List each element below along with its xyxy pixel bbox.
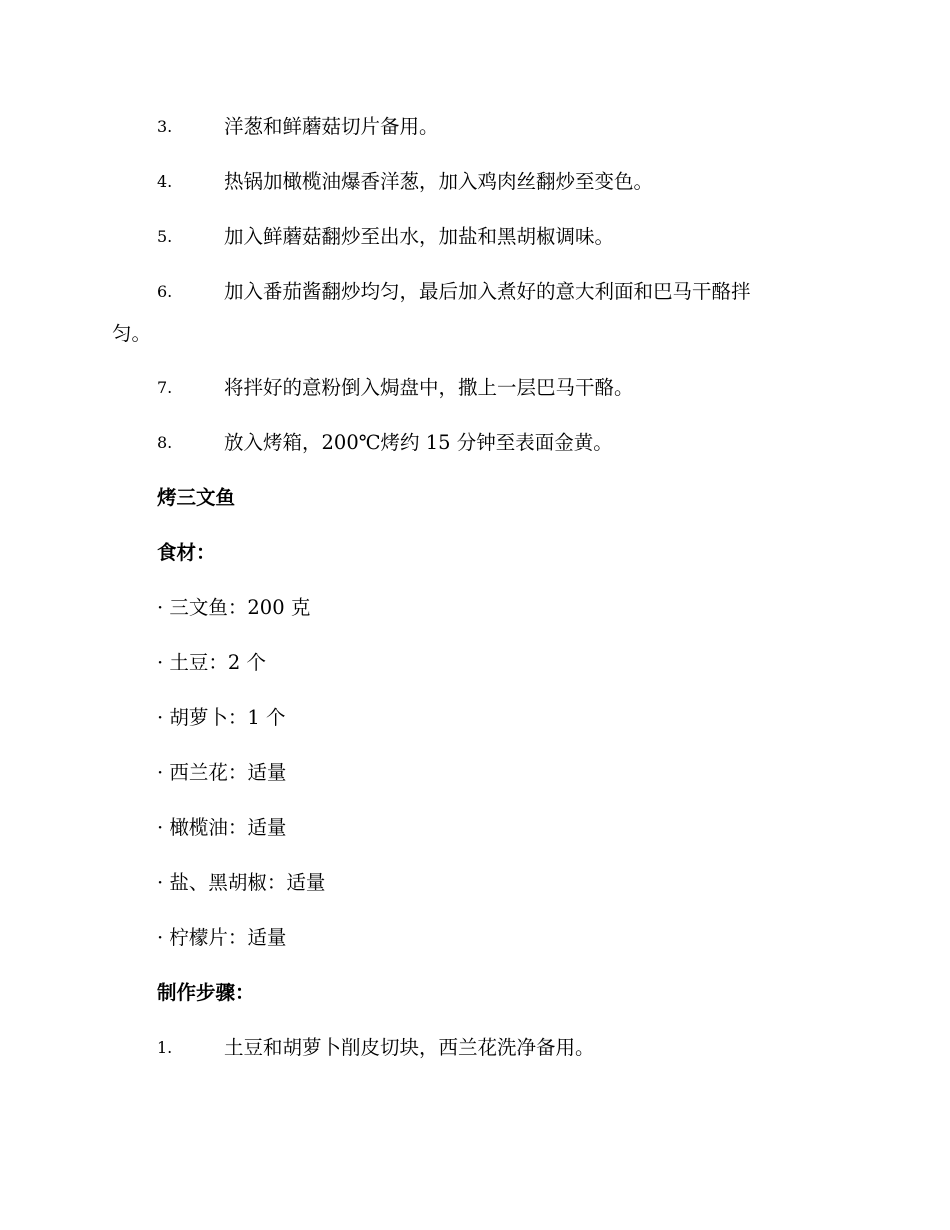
step-number: 3. bbox=[157, 117, 173, 136]
step-text: 将拌好的意粉倒入焗盘中，撒上一层巴马干酪。 bbox=[224, 376, 634, 399]
step-text: 放入烤箱，200℃烤约 15 分钟至表面金黄。 bbox=[224, 431, 613, 454]
step-text: 加入番茄酱翻炒均匀，最后加入煮好的意大利面和巴马干酪拌 bbox=[224, 280, 751, 303]
ingredient-item: · 土豆：2 个 bbox=[157, 651, 267, 674]
step-number: 7. bbox=[157, 378, 173, 397]
step-number: 8. bbox=[157, 433, 173, 452]
ingredient-item: · 橄榄油：适量 bbox=[157, 816, 287, 839]
step-text-continuation: 匀。 bbox=[112, 322, 152, 345]
ingredient-item: · 三文鱼：200 克 bbox=[157, 596, 311, 619]
ingredient-item: · 胡萝卜：1 个 bbox=[157, 706, 286, 729]
ingredients-heading: 食材： bbox=[157, 541, 216, 564]
recipe-title: 烤三文鱼 bbox=[157, 486, 236, 509]
ingredient-item: · 柠檬片：适量 bbox=[157, 926, 287, 949]
step-text: 土豆和胡萝卜削皮切块，西兰花洗净备用。 bbox=[224, 1036, 595, 1059]
step-number: 4. bbox=[157, 172, 173, 191]
step-number: 5. bbox=[157, 227, 173, 246]
steps-heading: 制作步骤： bbox=[157, 981, 255, 1004]
step-text: 洋葱和鲜蘑菇切片备用。 bbox=[224, 115, 439, 138]
step-number: 6. bbox=[157, 282, 173, 301]
ingredient-item: · 盐、黑胡椒：适量 bbox=[157, 871, 326, 894]
step-number: 1. bbox=[157, 1038, 173, 1057]
step-text: 加入鲜蘑菇翻炒至出水，加盐和黑胡椒调味。 bbox=[224, 225, 615, 248]
ingredient-item: · 西兰花：适量 bbox=[157, 761, 287, 784]
step-text: 热锅加橄榄油爆香洋葱，加入鸡肉丝翻炒至变色。 bbox=[224, 170, 654, 193]
